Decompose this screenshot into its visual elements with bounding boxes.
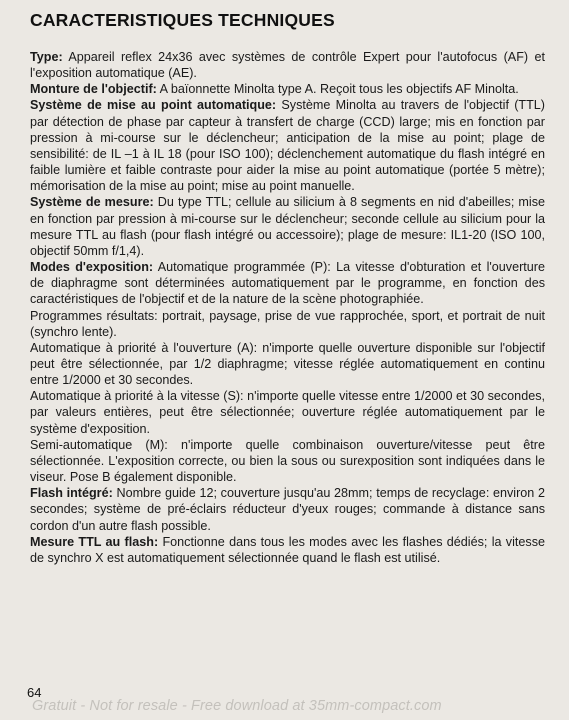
spec-type <box>30 49 545 81</box>
page-title: CARACTERISTIQUES TECHNIQUES <box>30 10 335 30</box>
spec-term: Mesure TTL au flash: <box>30 534 159 549</box>
spec-text: Fonctionne dans tous les modes avec les flashes dédiés; la vitesse de synchro X est automatiquement sélectionnée quand le flash est utilisé. <box>30 534 546 565</box>
spec-aperture-priority <box>30 340 545 388</box>
spec-built-in-flash <box>30 485 545 533</box>
page-number: 64 <box>27 685 42 700</box>
spec-metering <box>30 194 545 259</box>
spec-exposure-modes <box>30 259 545 307</box>
spec-list <box>30 49 545 566</box>
spec-text: Appareil reflex 24x36 avec systèmes de contrôle Expert pour l'autofocus (AF) et l'exposition automatique (AE). <box>30 50 545 81</box>
spec-term: Monture de l'objectif: <box>30 82 157 97</box>
spec-programs <box>30 308 545 340</box>
spec-text: Automatique à priorité à l'ouverture (A): n'importe quelle ouverture disponible sur l'objectif peut être sélectionnée, par 1/2 diaphragme; vitesse réglée automatiquement en continu entre 1/2000 et 30 secondes. <box>30 340 545 388</box>
spec-shutter-priority <box>30 388 545 436</box>
spec-term: Système de mise au point automatique: <box>30 98 277 113</box>
spec-text: Système Minolta au travers de l'objectif (TTL) par détection de phase par capteur à transfert de charge (CCD) large; mis en fonction par pression à mi-course sur le déclencheur; anticipation de la mise au point; plage de sensibilité: de IL –1 à IL 18 (pour ISO 100); déclenchement automatique du flash intégré en faible lumière et faible contraste pour aider la mise au point automatique (portée 5 mètre); mémorisation de la mise au point; mise au point manuelle. <box>30 98 546 194</box>
watermark-text: Gratuit - Not for resale - Free download at 35mm-compact.com <box>32 698 442 714</box>
spec-text: Programmes résultats: portrait, paysage, prise de vue rapprochée, sport, et portrait de nuit (synchro lente). <box>30 308 545 339</box>
spec-term: Type: <box>30 50 63 64</box>
spec-lens-mount <box>30 81 545 97</box>
spec-text: A baïonnette Minolta type A. Reçoit tous les objectifs AF Minolta. <box>159 82 519 97</box>
spec-text: Du type TTL; cellule au silicium à 8 segments en nid d'abeilles; mise en fonction par pression à mi-course sur le déclencheur; seconde cellule au silicium pour la mesure TTL au flash (pour flash intégré ou accessoire); plage de mesure: IL1-20 (ISO 100, objectif 50mm f/1,4). <box>30 195 545 258</box>
spec-text: Automatique programmée (P): La vitesse d'obturation et l'ouverture de diaphragme sont déterminées automatiquement par le programme, en fonction des caractéristiques de l'objectif et de la nature de la scène photographiée. <box>30 260 545 307</box>
spec-autofocus <box>30 97 545 194</box>
spec-text: Automatique à priorité à la vitesse (S): n'importe quelle vitesse entre 1/2000 et 30 secondes, par valeurs entières, peut être sélectionnée; ouverture réglée automatiquement par le système d'exposition. <box>30 389 545 436</box>
spec-term: Système de mesure: <box>30 195 154 210</box>
spec-text: Nombre guide 12; couverture jusqu'au 28mm; temps de recyclage: environ 2 secondes; système de pré-éclairs réducteur d'yeux rouges; commande à distance sans cordon d'un autre flash possible. <box>30 486 546 533</box>
spec-manual <box>30 437 545 485</box>
spec-term: Flash intégré: <box>30 486 113 501</box>
spec-text: Semi-automatique (M): n'importe quelle combinaison ouverture/vitesse peut être sélectionnée. L'exposition correcte, ou bien la sous ou surexposition sont indiquées dans le viseur. Pose B également disponible. <box>30 437 545 485</box>
spec-ttl-flash <box>30 534 545 566</box>
spec-term: Modes d'exposition: <box>30 260 154 275</box>
